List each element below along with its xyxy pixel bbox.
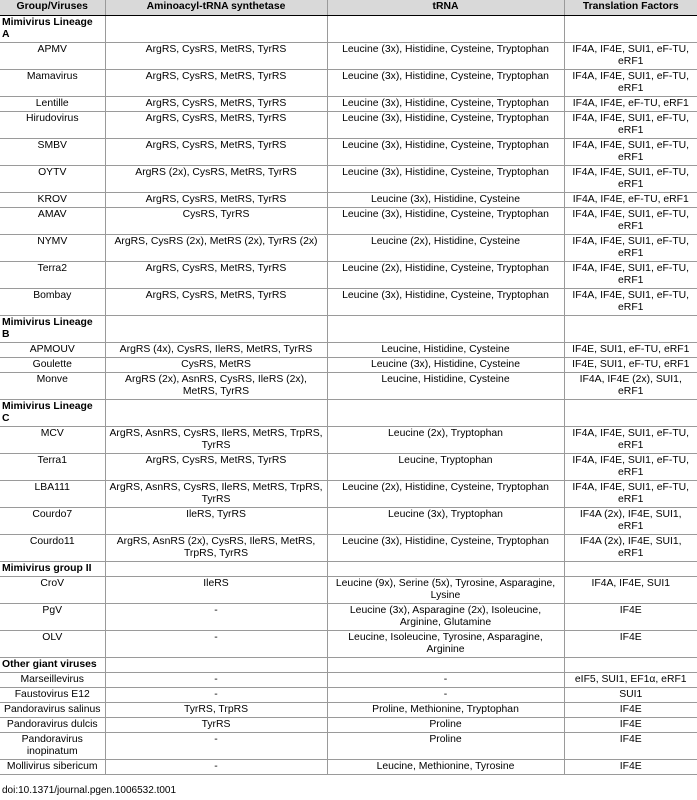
virus-name: Hirudovirus (0, 112, 105, 139)
header-row (0, 0, 697, 16)
empty-cell (564, 316, 697, 343)
table-row (0, 235, 697, 262)
virus-name: Lentille (0, 97, 105, 112)
trna-cell: Leucine (3x), Histidine, Cysteine, Tryptophan (327, 112, 564, 139)
table-row (0, 535, 697, 562)
table-row (0, 193, 697, 208)
header-translation-factors: Translation Factors (564, 0, 697, 16)
empty-cell (105, 400, 327, 427)
translation-factors-cell: IF4E (564, 733, 697, 760)
aars-cell: ArgRS (2x), CysRS, MetRS, TyrRS (105, 166, 327, 193)
group-row (0, 16, 697, 43)
virus-name: LBA111 (0, 481, 105, 508)
group-label: Mimivirus Lineage B (0, 316, 105, 343)
trna-cell: Leucine (3x), Histidine, Cysteine (327, 193, 564, 208)
group-row (0, 658, 697, 673)
table-row (0, 70, 697, 97)
table-row (0, 139, 697, 166)
virus-name: Terra1 (0, 454, 105, 481)
aars-cell: - (105, 733, 327, 760)
aars-cell: ArgRS, CysRS, MetRS, TyrRS (105, 193, 327, 208)
doi-footer: doi:10.1371/journal.pgen.1006532.t001 (2, 785, 177, 796)
virus-name: APMV (0, 43, 105, 70)
translation-factors-cell: IF4A, IF4E, SUI1, eF-TU, eRF1 (564, 262, 697, 289)
trna-cell: Leucine (3x), Histidine, Cysteine, Tryptophan (327, 70, 564, 97)
trna-cell: Leucine, Histidine, Cysteine (327, 343, 564, 358)
translation-factors-cell: SUI1 (564, 688, 697, 703)
empty-cell (327, 316, 564, 343)
trna-cell: Leucine (2x), Tryptophan (327, 427, 564, 454)
aars-cell: - (105, 760, 327, 775)
empty-cell (564, 562, 697, 577)
trna-cell: Leucine, Tryptophan (327, 454, 564, 481)
translation-factors-cell: IF4A, IF4E, SUI1, eF-TU, eRF1 (564, 112, 697, 139)
trna-cell: Leucine (2x), Histidine, Cysteine (327, 235, 564, 262)
translation-factors-cell: IF4A (2x), IF4E, SUI1, eRF1 (564, 508, 697, 535)
table-row (0, 508, 697, 535)
translation-factors-cell: IF4A, IF4E, eF-TU, eRF1 (564, 193, 697, 208)
trna-cell: Proline (327, 718, 564, 733)
group-label: Other giant viruses (0, 658, 105, 673)
header-aminoacyl-trna-synthetase: Aminoacyl-tRNA synthetase (105, 0, 327, 16)
translation-factors-cell: IF4A, IF4E, SUI1 (564, 577, 697, 604)
translation-factors-cell: IF4E (564, 703, 697, 718)
table-row (0, 631, 697, 658)
group-row (0, 400, 697, 427)
aars-cell: TyrRS, TrpRS (105, 703, 327, 718)
virus-name: Monve (0, 373, 105, 400)
table-row (0, 760, 697, 775)
translation-factors-cell: IF4A, IF4E, SUI1, eF-TU, eRF1 (564, 70, 697, 97)
table-row (0, 166, 697, 193)
group-label: Mimivirus Lineage A (0, 16, 105, 43)
aars-cell: IleRS, TyrRS (105, 508, 327, 535)
virus-name: Pandoravirus dulcis (0, 718, 105, 733)
translation-factors-cell: IF4A, IF4E, SUI1, eF-TU, eRF1 (564, 43, 697, 70)
aars-cell: ArgRS, CysRS, MetRS, TyrRS (105, 43, 327, 70)
aars-cell: ArgRS, CysRS, MetRS, TyrRS (105, 262, 327, 289)
trna-cell: Leucine (3x), Histidine, Cysteine, Tryptophan (327, 289, 564, 316)
virus-name: SMBV (0, 139, 105, 166)
aars-cell: - (105, 688, 327, 703)
trna-cell: Leucine, Methionine, Tyrosine (327, 760, 564, 775)
trna-cell: Proline (327, 733, 564, 760)
aars-cell: ArgRS, CysRS (2x), MetRS (2x), TyrRS (2x) (105, 235, 327, 262)
translation-factors-cell: IF4E (564, 760, 697, 775)
trna-cell: Leucine, Histidine, Cysteine (327, 373, 564, 400)
empty-cell (564, 16, 697, 43)
table-row (0, 604, 697, 631)
empty-cell (327, 16, 564, 43)
virus-name: Mamavirus (0, 70, 105, 97)
empty-cell (105, 562, 327, 577)
translation-factors-cell: IF4E (564, 718, 697, 733)
table-row (0, 718, 697, 733)
translation-factors-cell: IF4A, IF4E, SUI1, eF-TU, eRF1 (564, 289, 697, 316)
header-group-viruses: Group/Viruses (0, 0, 105, 16)
empty-cell (327, 658, 564, 673)
translation-factors-cell: IF4A (2x), IF4E, SUI1, eRF1 (564, 535, 697, 562)
virus-name: Courdo7 (0, 508, 105, 535)
aars-cell: ArgRS, AsnRS, CysRS, IleRS, MetRS, TrpRS, TyrRS (105, 481, 327, 508)
aars-cell: ArgRS, CysRS, MetRS, TyrRS (105, 112, 327, 139)
table-row (0, 289, 697, 316)
table-row (0, 97, 697, 112)
trna-cell: - (327, 688, 564, 703)
virus-name: MCV (0, 427, 105, 454)
aars-cell: IleRS (105, 577, 327, 604)
virus-name: Faustovirus E12 (0, 688, 105, 703)
aars-cell: ArgRS, CysRS, MetRS, TyrRS (105, 139, 327, 166)
virus-name: CroV (0, 577, 105, 604)
group-label: Mimivirus Lineage C (0, 400, 105, 427)
translation-factors-cell: IF4A, IF4E, SUI1, eF-TU, eRF1 (564, 427, 697, 454)
aars-cell: - (105, 673, 327, 688)
trna-cell: Leucine (3x), Histidine, Cysteine, Tryptophan (327, 208, 564, 235)
trna-cell: Leucine (2x), Histidine, Cysteine, Tryptophan (327, 481, 564, 508)
trna-cell: Leucine (9x), Serine (5x), Tyrosine, Asparagine, Lysine (327, 577, 564, 604)
table-row (0, 262, 697, 289)
table-row (0, 358, 697, 373)
translation-factors-cell: IF4A, IF4E, SUI1, eF-TU, eRF1 (564, 481, 697, 508)
translation-factors-cell: IF4E, SUI1, eF-TU, eRF1 (564, 343, 697, 358)
aars-cell: - (105, 631, 327, 658)
virus-name: AMAV (0, 208, 105, 235)
aars-cell: CysRS, TyrRS (105, 208, 327, 235)
virus-name: Mollivirus sibericum (0, 760, 105, 775)
group-label: Mimivirus group II (0, 562, 105, 577)
table-row (0, 454, 697, 481)
virus-name: NYMV (0, 235, 105, 262)
virus-name: APMOUV (0, 343, 105, 358)
empty-cell (564, 658, 697, 673)
aars-cell: ArgRS (2x), AsnRS, CysRS, IleRS (2x), MetRS, TyrRS (105, 373, 327, 400)
translation-factors-cell: IF4A, IF4E, SUI1, eF-TU, eRF1 (564, 235, 697, 262)
aars-cell: ArgRS, CysRS, MetRS, TyrRS (105, 70, 327, 97)
translation-factors-cell: IF4E, SUI1, eF-TU, eRF1 (564, 358, 697, 373)
aars-cell: CysRS, MetRS (105, 358, 327, 373)
virus-name: OYTV (0, 166, 105, 193)
aars-cell: ArgRS (4x), CysRS, IleRS, MetRS, TyrRS (105, 343, 327, 358)
table-row (0, 427, 697, 454)
group-row (0, 316, 697, 343)
translation-factors-cell: IF4A, IF4E (2x), SUI1, eRF1 (564, 373, 697, 400)
empty-cell (105, 658, 327, 673)
translation-factors-cell: eIF5, SUI1, EF1α, eRF1 (564, 673, 697, 688)
aars-cell: - (105, 604, 327, 631)
trna-cell: Leucine (2x), Histidine, Cysteine, Tryptophan (327, 262, 564, 289)
trna-cell: Leucine (3x), Asparagine (2x), Isoleucine, Arginine, Glutamine (327, 604, 564, 631)
trna-cell: Leucine (3x), Histidine, Cysteine (327, 358, 564, 373)
translation-factors-cell: IF4A, IF4E, eF-TU, eRF1 (564, 97, 697, 112)
trna-cell: Leucine (3x), Histidine, Cysteine, Tryptophan (327, 166, 564, 193)
empty-cell (105, 316, 327, 343)
table-row (0, 343, 697, 358)
header-trna: tRNA (327, 0, 564, 16)
trna-cell: Leucine (3x), Histidine, Cysteine, Tryptophan (327, 97, 564, 112)
table-row (0, 688, 697, 703)
translation-factors-cell: IF4E (564, 631, 697, 658)
translation-factors-cell: IF4A, IF4E, SUI1, eF-TU, eRF1 (564, 166, 697, 193)
virus-name: Terra2 (0, 262, 105, 289)
virus-name: Pandoravirus salinus (0, 703, 105, 718)
empty-cell (105, 16, 327, 43)
aars-cell: ArgRS, CysRS, MetRS, TyrRS (105, 97, 327, 112)
table-row (0, 373, 697, 400)
aars-cell: ArgRS, CysRS, MetRS, TyrRS (105, 454, 327, 481)
translation-factors-cell: IF4A, IF4E, SUI1, eF-TU, eRF1 (564, 208, 697, 235)
table-row (0, 703, 697, 718)
table-row (0, 43, 697, 70)
table-row (0, 112, 697, 139)
aars-cell: ArgRS, CysRS, MetRS, TyrRS (105, 289, 327, 316)
translation-factors-cell: IF4A, IF4E, SUI1, eF-TU, eRF1 (564, 139, 697, 166)
virus-name: Courdo11 (0, 535, 105, 562)
trna-cell: Proline, Methionine, Tryptophan (327, 703, 564, 718)
translation-factors-cell: IF4A, IF4E, SUI1, eF-TU, eRF1 (564, 454, 697, 481)
virus-name: OLV (0, 631, 105, 658)
table-row (0, 577, 697, 604)
trna-cell: Leucine (3x), Histidine, Cysteine, Tryptophan (327, 535, 564, 562)
trna-cell: Leucine (3x), Histidine, Cysteine, Tryptophan (327, 43, 564, 70)
trna-cell: Leucine, Isoleucine, Tyrosine, Asparagine, Arginine (327, 631, 564, 658)
trna-cell: Leucine (3x), Tryptophan (327, 508, 564, 535)
table-row (0, 208, 697, 235)
empty-cell (564, 400, 697, 427)
aars-cell: TyrRS (105, 718, 327, 733)
table-body (0, 16, 697, 775)
virus-name: PgV (0, 604, 105, 631)
trna-cell: - (327, 673, 564, 688)
group-row (0, 562, 697, 577)
empty-cell (327, 562, 564, 577)
table-row (0, 673, 697, 688)
virus-name: KROV (0, 193, 105, 208)
trna-cell: Leucine (3x), Histidine, Cysteine, Tryptophan (327, 139, 564, 166)
virus-name: Pandoravirus inopinatum (0, 733, 105, 760)
aars-cell: ArgRS, AsnRS, CysRS, IleRS, MetRS, TrpRS, TyrRS (105, 427, 327, 454)
aars-cell: ArgRS, AsnRS (2x), CysRS, IleRS, MetRS, TrpRS, TyrRS (105, 535, 327, 562)
virus-name: Bombay (0, 289, 105, 316)
table-row (0, 733, 697, 760)
virus-name: Goulette (0, 358, 105, 373)
translation-factors-cell: IF4E (564, 604, 697, 631)
table-row (0, 481, 697, 508)
empty-cell (327, 400, 564, 427)
virus-name: Marseillevirus (0, 673, 105, 688)
